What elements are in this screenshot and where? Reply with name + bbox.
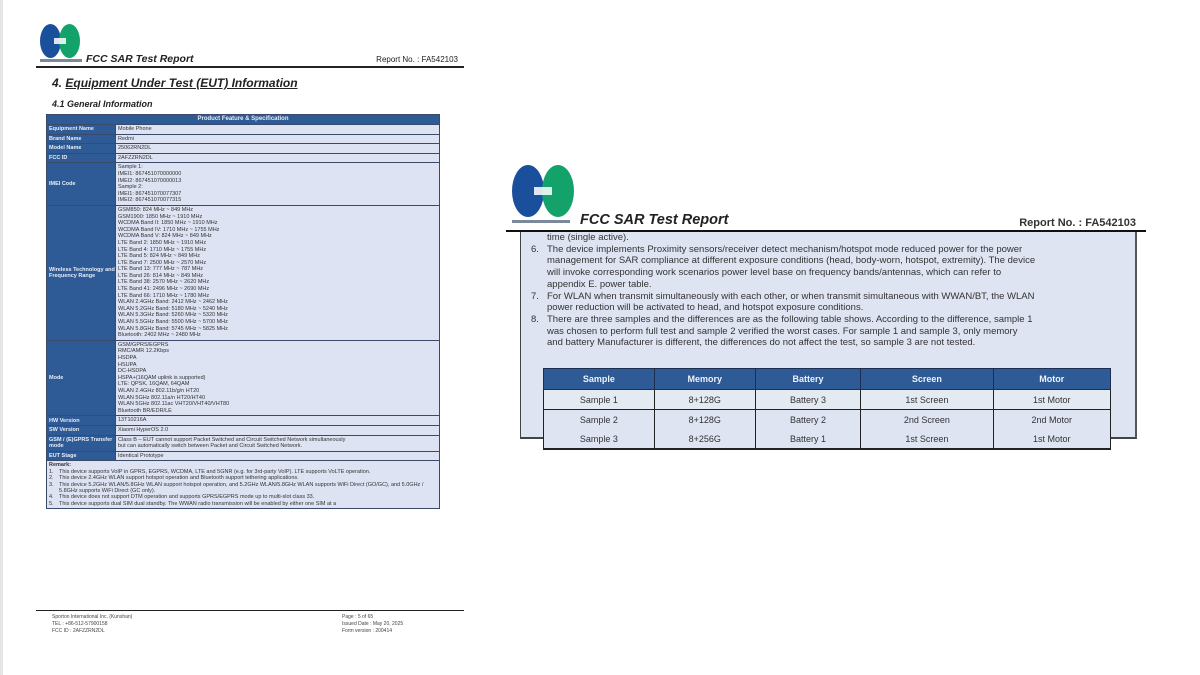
spec-row	[47, 124, 439, 134]
spec-value-line: LTE Band 41: 2496 MHz ~ 2690 MHz	[118, 286, 210, 293]
spec-value-line: HSDPA	[118, 355, 137, 361]
spec-row	[47, 415, 439, 425]
subsection-title: 4.1 General Information	[52, 99, 153, 109]
window-edge	[0, 0, 3, 675]
spec-value-line: 25062RN2DL	[118, 145, 152, 152]
report-number: Report No. : FA542103	[376, 55, 458, 64]
note-number: 8.	[531, 313, 539, 325]
column-header: Memory	[654, 369, 755, 390]
spec-row	[47, 162, 439, 205]
spec-value-line: RMC/AMR 12.2Kbps	[118, 348, 170, 355]
spec-value	[115, 144, 439, 153]
remark-number: 2.	[49, 475, 54, 482]
spec-value-line: HSUPA	[118, 361, 137, 368]
spec-label: SW Version	[47, 426, 115, 435]
spec-value-line: IMEI2: 867451070000013	[118, 177, 182, 184]
spec-value-line: WLAN 2.4GHz 802.11b/g/n HT20	[118, 387, 200, 394]
table-cell: Sample 3	[544, 429, 655, 449]
table-cell: Sample 1	[544, 390, 655, 410]
spec-row	[47, 451, 439, 461]
remark-item	[49, 501, 437, 507]
spec-label: FCC ID	[47, 154, 115, 163]
spec-value-line: Mobile Phone	[118, 126, 152, 132]
note-text	[547, 314, 1033, 349]
table-row	[544, 410, 1111, 430]
table-cell: 8+128G	[654, 390, 755, 410]
spec-value-line: Bluetooth BR/EDR/LE	[118, 407, 172, 414]
spec-value-line: IMEI1: 867451070077307	[118, 190, 182, 197]
report-number: Report No. : FA542103	[1019, 217, 1136, 229]
footer-company: Sporton International Inc. (Kunshan)	[52, 614, 133, 620]
spec-table-heading: Product Feature & Specification	[47, 115, 439, 124]
spec-value-line: LTE Band 4: 1710 MHz ~ 1755 MHz	[118, 246, 207, 253]
remarks-text	[531, 232, 1127, 349]
note-line: power reduction will be activated to head, and hotspot exposure conditions.	[547, 302, 864, 314]
spec-value-line: LTE: QPSK, 16QAM, 64QAM	[118, 381, 190, 388]
spec-value-line: LTE Band 66: 1710 MHz ~ 1780 MHz	[118, 292, 210, 299]
note-item	[531, 244, 1127, 291]
table-cell: 2nd Screen	[861, 410, 993, 430]
spec-value	[115, 125, 439, 134]
spec-label: Brand Name	[47, 135, 115, 144]
note-line: was chosen to perform full test and sample 2 verified the worst cases. For sample 1 and sample 3, only memory	[547, 325, 1018, 337]
spec-value-line: WLAN 2.4GHz Band: 2412 MHz ~ 2462 MHz	[118, 299, 228, 306]
spec-value-line: but can automatically switch between Packet and Circuit Switched Network.	[118, 443, 303, 450]
spec-value-line: Bluetooth: 2402 MHz ~ 2480 MHz	[118, 332, 201, 339]
sample-table	[543, 368, 1111, 450]
footer-form-version: Form version : 200414	[342, 628, 393, 634]
spec-value-line: Identical Prototype	[118, 452, 164, 459]
section-heading: Equipment Under Test (EUT) Information	[65, 76, 298, 90]
note-item	[531, 291, 1127, 314]
spec-value-line: WLAN 5GHz 802.11a/n HT20/HT40	[118, 394, 206, 401]
spec-table	[46, 114, 440, 509]
footer-issued-date: Issued Date : May 20, 2025	[342, 621, 404, 627]
spec-label: HW Version	[47, 416, 115, 425]
spec-label: Wireless Technology and Frequency Range	[47, 206, 115, 340]
spec-value-line: 2AFZZRN2DL	[118, 154, 153, 161]
remark-number: 5.	[49, 500, 54, 507]
spec-value	[115, 341, 439, 416]
continuation-text: time (single active).	[547, 232, 629, 243]
remarks-box	[520, 232, 1137, 444]
table-row	[544, 429, 1111, 449]
table-cell: 1st Motor	[993, 429, 1111, 449]
spec-value-line: IMEI1: 867451070000000	[118, 170, 182, 177]
note-item	[531, 314, 1127, 349]
spec-row	[47, 134, 439, 144]
spec-row	[47, 143, 439, 153]
spec-value-line: Redmi	[118, 135, 134, 142]
footer-right	[342, 614, 403, 635]
remark-text: This device supports dual SIM dual standby. The WWAN radio transmission will be enabled by either one SIM at a	[59, 500, 337, 507]
document-page-left	[36, 20, 464, 650]
remark-text: This device 2.4GHz WLAN support hotspot operation and Bluetooth support tethering applications.	[59, 475, 299, 482]
section-title	[52, 76, 298, 90]
remark-text: This device does not support DTM operation and supports GPRS/EGPRS mode up to multi-slot class 33.	[59, 494, 315, 501]
spec-label: GSM / (E)GPRS Transfer mode	[47, 436, 115, 451]
spec-row	[47, 425, 439, 435]
note-line: appendix E. power table.	[547, 278, 652, 290]
spec-row	[47, 340, 439, 416]
spec-value	[115, 154, 439, 163]
spec-value-line: WLAN 5.3GHz Band: 5260 MHz ~ 5320 MHz	[118, 312, 228, 319]
spec-value-line: WCDMA Band V: 824 MHz ~ 849 MHz	[118, 233, 212, 240]
remark-number: 3.	[49, 481, 54, 488]
spec-label: IMEI Code	[47, 163, 115, 205]
spec-value-line: WLAN 5.5GHz Band: 5500 MHz ~ 5700 MHz	[118, 319, 228, 326]
spec-value-line: GSM850: 824 MHz ~ 849 MHz	[118, 206, 194, 213]
spec-value-line: LTE Band 38: 2570 MHz ~ 2620 MHz	[118, 279, 210, 286]
spec-value-line: WLAN 5.8GHz Band: 5745 MHz ~ 5825 MHz	[118, 325, 228, 332]
table-cell: 2nd Motor	[993, 410, 1111, 430]
spec-value	[115, 416, 439, 425]
spec-label: Mode	[47, 341, 115, 416]
company-logo	[512, 165, 574, 227]
spec-row	[47, 205, 439, 340]
document-page-right	[506, 165, 1146, 445]
spec-value-line: WLAN 5GHz 802.11ac VHT20/VHT40/VHT80	[118, 401, 230, 408]
table-cell: Battery 2	[755, 410, 860, 430]
note-number: 6.	[531, 243, 539, 255]
spec-value-line: Xiaomi HyperOS 2.0	[118, 426, 169, 433]
column-header: Sample	[544, 369, 655, 390]
report-title: FCC SAR Test Report	[86, 53, 194, 65]
spec-value	[115, 426, 439, 435]
note-line: will invoke corresponding work scenarios power level base on frequency bands/antennas, which can refer to	[547, 267, 1002, 279]
spec-row	[47, 153, 439, 163]
table-row	[544, 390, 1111, 410]
footer-left	[52, 614, 132, 635]
spec-label: Model Name	[47, 144, 115, 153]
spec-value-line: WCDMA Band IV: 1710 MHz ~ 1755 MHz	[118, 226, 220, 233]
spec-value-line: Sample 1:	[118, 164, 143, 171]
column-header: Screen	[861, 369, 993, 390]
column-header: Motor	[993, 369, 1111, 390]
spec-row	[47, 435, 439, 451]
column-header: Battery	[755, 369, 860, 390]
spec-value-line: Class B – EUT cannot support Packet Switched and Circuit Switched Network simultaneously	[118, 436, 346, 443]
remarks	[47, 460, 439, 508]
spec-value	[115, 163, 439, 205]
remark-item	[49, 482, 437, 495]
spec-value-line: LTE Band 5: 824 MHz ~ 849 MHz	[118, 253, 200, 260]
note-text	[547, 244, 1035, 291]
spec-value	[115, 436, 439, 451]
spec-value	[115, 135, 439, 144]
footer-page: Page : 5 of 65	[342, 614, 374, 620]
spec-value-line: Sample 2:	[118, 184, 143, 191]
spec-label: EUT Stage	[47, 452, 115, 461]
remark-heading: Remark:	[49, 462, 72, 469]
table-cell: 1st Screen	[861, 390, 993, 410]
table-cell: Battery 1	[755, 429, 860, 449]
note-line: There are three samples and the differences are as the following table shows. According to the difference, sample 1	[547, 313, 1033, 325]
spec-value-line: GSM1900: 1850 MHz ~ 1910 MHz	[118, 213, 203, 220]
table-cell: 8+128G	[654, 410, 755, 430]
note-line: and battery Manufacturer is different, the differences do not affect the test, so sample 3 are not tested.	[547, 337, 976, 349]
company-logo	[40, 24, 82, 64]
note-number: 7.	[531, 290, 539, 302]
header-rule	[36, 66, 464, 68]
report-title: FCC SAR Test Report	[580, 212, 729, 228]
spec-value-line: WLAN 5.2GHz Band: 5180 MHz ~ 5240 MHz	[118, 305, 228, 312]
table-cell: 8+256G	[654, 429, 755, 449]
spec-value-line: GSM/GPRS/EGPRS	[118, 341, 169, 348]
note-line: The device implements Proximity sensors/receiver detect mechanism/hotspot mode reduced power for the power	[547, 243, 1023, 255]
note-text	[547, 291, 1035, 314]
spec-value-line: IMEI2: 867451070077315	[118, 197, 182, 204]
spec-value-line: WCDMA Band II: 1850 MHz ~ 1910 MHz	[118, 220, 218, 227]
spec-value-line: 13T10216A	[118, 417, 147, 424]
section-number: 4.	[52, 76, 63, 90]
spec-value	[115, 452, 439, 461]
footer-tel: TEL : +86-512-57900158	[52, 621, 108, 627]
table-cell: Sample 2	[544, 410, 655, 430]
spec-value-line: LTE Band 26: 814 MHz ~ 849 MHz	[118, 272, 204, 279]
spec-value-line: DC-HSDPA	[118, 368, 147, 375]
note-line: For WLAN when transmit simultaneously with each other, or when transmit simultaneous with WWAN/BT, the WLAN	[547, 290, 1035, 302]
table-cell: 1st Motor	[993, 390, 1111, 410]
table-cell: Battery 3	[755, 390, 860, 410]
table-cell: 1st Screen	[861, 429, 993, 449]
spec-value-line: LTE Band 2: 1850 MHz ~ 1910 MHz	[118, 239, 207, 246]
remark-text: This device 5.2GHz WLAN/5.8GHz WLAN support hotspot operation, and 5.2GHz WLAN/5.8GHz WLAN supports WiFi Direct (GO/GC), and 5.0GHz / 5.8GHz supports WiFi Direct (GC only).	[59, 481, 424, 494]
remark-number: 1.	[49, 468, 54, 475]
note-line: management for SAR compliance at different exposure conditions (head, body-worn, hotspot, extremity). The device	[547, 255, 1036, 267]
spec-value	[115, 206, 439, 340]
remark-text: This device supports VoIP in GPRS, EGPRS, WCDMA, LTE and 5GNR (e.g. for 3rd-party VoIP). LTE supports VoLTE operation.	[59, 468, 371, 475]
spec-value-line: HSPA+(16QAM uplink is supported)	[118, 374, 206, 381]
spec-value-line: LTE Band 13: 777 MHz ~ 787 MHz	[118, 266, 204, 273]
footer-fcc-id: FCC ID : 2AFZZRN2DL	[52, 628, 105, 634]
remark-number: 4.	[49, 494, 54, 501]
spec-value-line: LTE Band 7: 2500 MHz ~ 2570 MHz	[118, 259, 207, 266]
spec-label: Equipment Name	[47, 125, 115, 134]
footer-rule	[36, 610, 464, 611]
